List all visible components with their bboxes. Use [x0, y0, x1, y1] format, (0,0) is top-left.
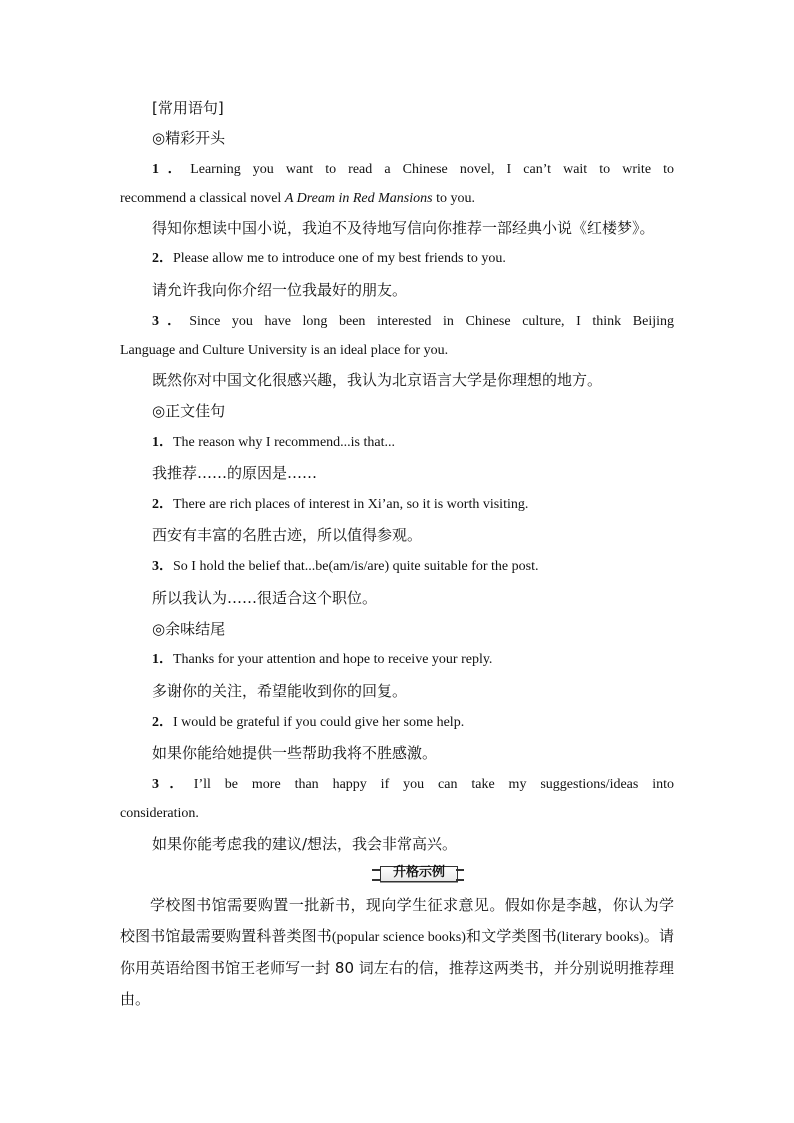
opening-sentence-2	[152, 249, 674, 269]
sentence-text: The reason why I recommend...is that...	[173, 435, 395, 450]
sentence-number: 2．	[152, 715, 173, 730]
sentence-text: Thanks for your attention and hope to receive your reply.	[173, 652, 493, 667]
banner-left-ornament	[372, 869, 380, 881]
task-text: 和文学类图书	[465, 927, 557, 945]
sentence-text: I’ll be more than happy if you can take my suggestions/ideas into	[193, 777, 675, 792]
sentence-number: 2．	[152, 497, 173, 512]
opening-sentence-1-line-2	[120, 189, 674, 209]
sentence-number: 3．	[152, 559, 173, 574]
sentence-text: There are rich places of interest in Xi’an, so it is worth visiting.	[173, 497, 529, 512]
openings-heading: ◎精彩开头	[152, 129, 226, 147]
opening-sentence-3-line-1	[152, 312, 674, 332]
ending-sentence-1	[152, 650, 674, 670]
task-text-english: (literary books)	[556, 930, 644, 945]
opening-sentence-2-translation: 请允许我向你介绍一位我最好的朋友。	[152, 281, 408, 299]
ending-sentence-3-line-2: consideration.	[120, 806, 199, 821]
sentence-text: recommend a classical novel	[120, 191, 285, 206]
ending-sentence-3-line-1	[152, 775, 674, 795]
ending-sentence-2	[152, 713, 674, 733]
sentence-text: Please allow me to introduce one of my best friends to you.	[173, 251, 506, 266]
task-text-english: (popular science books)	[331, 930, 466, 945]
endings-heading: ◎余味结尾	[152, 620, 226, 638]
body-sentence-3-translation: 所以我认为……很适合这个职位。	[152, 589, 378, 607]
sentence-text: to you.	[432, 191, 475, 206]
opening-sentence-3-translation: 既然你对中国文化很感兴趣，我认为北京语言大学是你理想的地方。	[152, 371, 603, 389]
section-label: [常用语句]	[152, 99, 224, 117]
sentence-text: I would be grateful if you could give her some help.	[173, 715, 465, 730]
sentence-number: 1．	[152, 435, 173, 450]
ending-sentence-3-translation: 如果你能考虑我的建议/想法，我会非常高兴。	[152, 835, 458, 853]
sentence-number: 2．	[152, 251, 173, 266]
opening-sentence-1-translation: 得知你想读中国小说，我迫不及待地写信向你推荐一部经典小说《红楼梦》。	[152, 219, 655, 237]
body-sentence-1-translation: 我推荐……的原因是……	[152, 464, 318, 482]
upgrade-example-banner	[372, 866, 464, 882]
body-sentence-3	[152, 557, 674, 577]
opening-sentence-3-line-2: Language and Culture University is an ideal place for you.	[120, 343, 449, 358]
body-sentence-1	[152, 433, 674, 453]
sentence-number: 1．	[152, 162, 191, 177]
sentence-text: So I hold the belief that...be(am/is/are) quite suitable for the post.	[173, 559, 539, 574]
novel-title: A Dream in Red Mansions	[284, 191, 433, 206]
sentence-text: Since you have long been interested in Chinese culture, I think Beijing	[189, 314, 674, 329]
sentence-text: Learning you want to read a Chinese novel, I can’t wait to write to	[190, 162, 675, 177]
body-sentence-2-translation: 西安有丰富的名胜古迹，所以值得参观。	[152, 526, 423, 544]
opening-sentence-1-line-1	[152, 160, 674, 180]
body-heading: ◎正文佳句	[152, 402, 226, 420]
banner-label: 升格示例	[392, 865, 445, 880]
task-text: 学校图书馆需要购置一批新书，现向学生征求意见。假如你是李越，你认为学校图书馆最需要购置科普类图书	[120, 896, 674, 945]
ending-sentence-1-translation: 多谢你的关注，希望能收到你的回复。	[152, 682, 408, 700]
body-sentence-2	[152, 495, 674, 515]
ending-sentence-2-translation: 如果你能给她提供一些帮助我将不胜感激。	[152, 744, 438, 762]
sentence-number: 1．	[152, 652, 173, 667]
sentence-number: 3．	[152, 777, 194, 792]
sentence-number: 3．	[152, 314, 190, 329]
task-text: 。请你用英语给图书馆王老师写一封 80 词左右的信，推荐这两类书，并分别说明推荐理由。	[120, 927, 674, 1008]
task-paragraph	[120, 890, 674, 1015]
